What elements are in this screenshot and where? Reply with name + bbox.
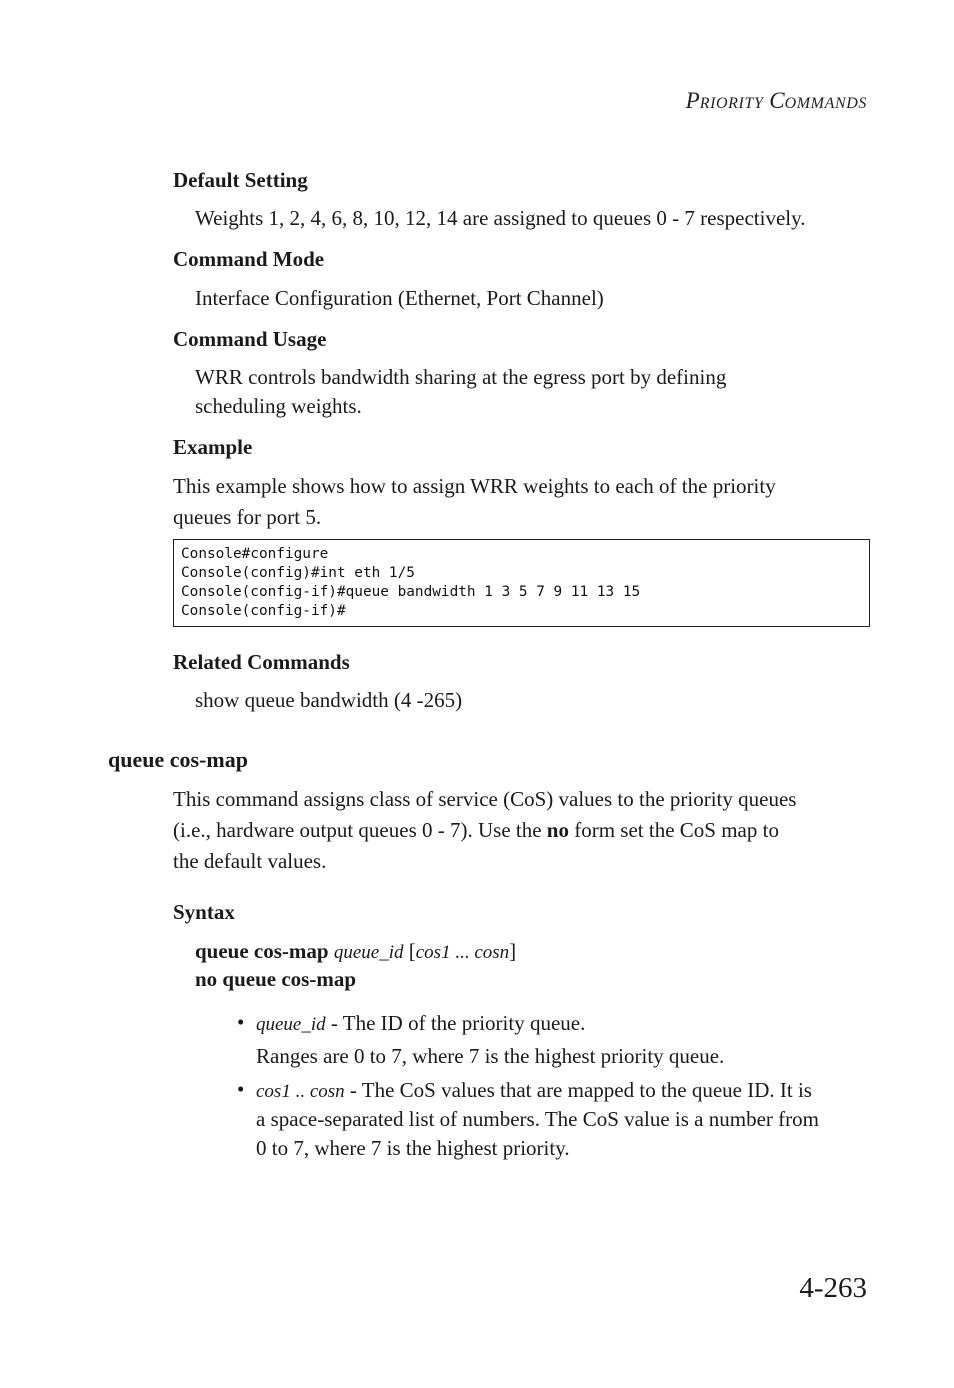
default-setting-heading: Default Setting xyxy=(173,168,308,192)
code-line: Console#configure xyxy=(181,546,329,562)
example-text-line: queues for port 5. xyxy=(173,505,322,529)
example-text-line: This example shows how to assign WRR weights to each of the priority xyxy=(173,474,776,498)
code-line: Console(config-if)#queue bandwidth 1 3 5 7 9 11 13 15 xyxy=(181,584,641,600)
example-heading: Example xyxy=(173,435,253,459)
related-commands-link[interactable]: show queue bandwidth (4 -265) xyxy=(195,688,463,712)
code-line: Console(config)#int eth 1/5 xyxy=(181,565,415,581)
command-mode-heading: Command Mode xyxy=(173,247,325,271)
bullet-item: queue_id - The ID of the priority queue. xyxy=(256,1011,586,1035)
syntax-command-line: queue cos-map queue_id [cos1 ... cosn] xyxy=(195,939,517,963)
bullet-marker: • xyxy=(237,1077,245,1101)
description-line: the default values. xyxy=(173,849,327,873)
section-title: queue cos-map xyxy=(108,747,248,772)
bullet-marker: • xyxy=(237,1010,245,1034)
syntax-no-command-line: no queue cos-map xyxy=(195,967,357,991)
default-setting-text: Weights 1, 2, 4, 6, 8, 10, 12, 14 are assigned to queues 0 - 7 respectively. xyxy=(195,206,806,230)
command-usage-line: WRR controls bandwidth sharing at the egress port by defining xyxy=(195,365,727,389)
bullet-item-line: a space-separated list of numbers. The CoS value is a number from xyxy=(256,1107,819,1131)
command-mode-text: Interface Configuration (Ethernet, Port Channel) xyxy=(195,286,604,310)
command-usage-heading: Command Usage xyxy=(173,327,327,351)
page-number: 4-263 xyxy=(799,1272,867,1304)
code-example-box xyxy=(173,539,870,627)
description-line: (i.e., hardware output queues 0 - 7). Use the no form set the CoS map to xyxy=(173,818,779,842)
running-header: PRIORITY COMMANDS xyxy=(685,88,867,113)
bullet-item-line: Ranges are 0 to 7, where 7 is the highest priority queue. xyxy=(256,1044,725,1068)
bullet-item: cos1 .. cosn - The CoS values that are mapped to the queue ID. It is xyxy=(256,1078,812,1102)
description-line: This command assigns class of service (CoS) values to the priority queues xyxy=(173,787,797,811)
bullet-item-line: 0 to 7, where 7 is the highest priority. xyxy=(256,1136,570,1160)
code-line: Console(config-if)# xyxy=(181,603,346,619)
syntax-heading: Syntax xyxy=(173,900,235,924)
command-usage-line: scheduling weights. xyxy=(195,394,362,418)
related-commands-heading: Related Commands xyxy=(173,650,350,674)
